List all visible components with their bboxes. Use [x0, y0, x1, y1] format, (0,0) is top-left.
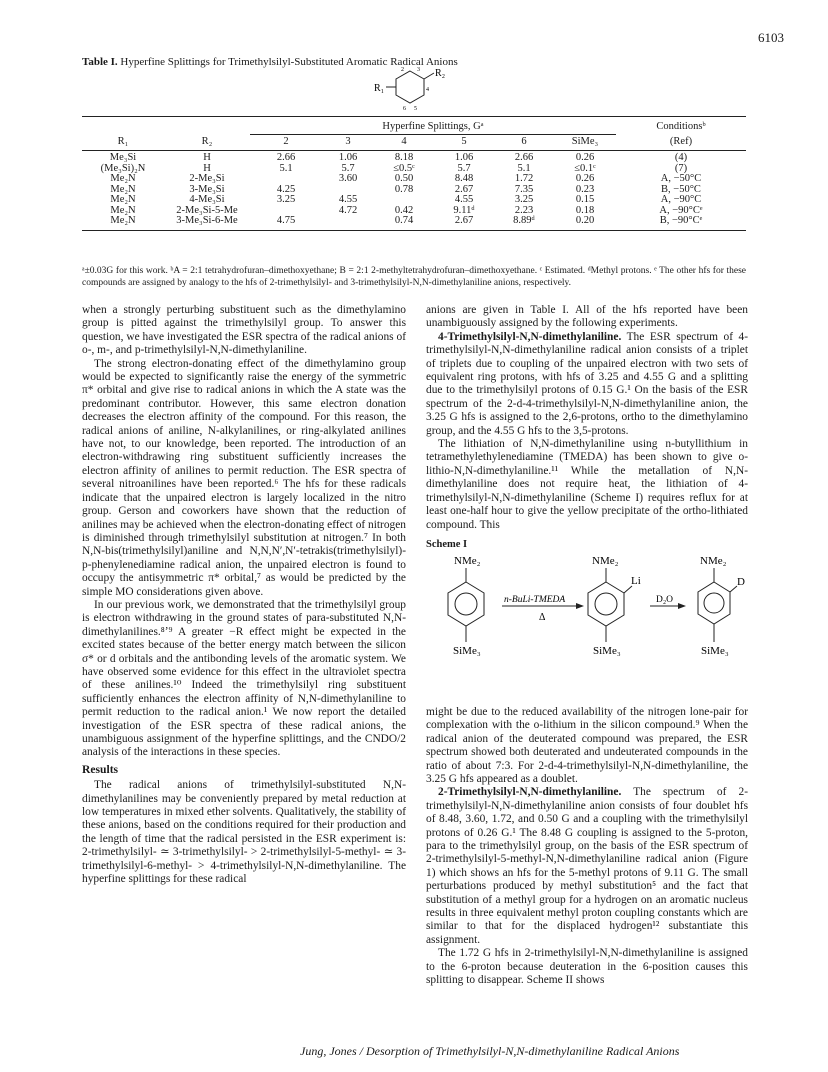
- bond: [730, 586, 737, 592]
- table-top-rule: [82, 116, 746, 117]
- scheme-1: [426, 538, 748, 706]
- nme2-label: NMe₂: [700, 554, 727, 567]
- table-row: Me₃Si H 2.66 1.06 8.18 1.06 2.66 0.26 (4): [109, 152, 688, 163]
- position-label: 2: [401, 67, 404, 73]
- column-header: SiMe₃: [571, 135, 599, 147]
- position-label: 4: [426, 87, 429, 93]
- scheme-diagram: [426, 552, 748, 702]
- column-header: 2: [283, 135, 289, 147]
- paragraph: 2-Trimethylsilyl-N,N-dimethylaniline. The spectrum of 2-trimethylsilyl-N,N-dimethylaniline anion consists of four doublet hfs of 8.48, 3.60, 1.72, and 0.50 G and a coupling with the trimethylsilyl protons of 0.26 G.¹ The 8.48 G coupling is assigned to the 5-proton, para to the trimethylsilyl group, on the basis of the ESR spectrum of 2-trimethylsilyl-5-methyl-N,N-dimethylaniline radical anion (Figure 1) which shows an hfs for the 5-methyl protons of 9.11 G. The small perturbations produced by methyl substitution⁵ and the fact that substitution of a methyl group for a hydrogen on an aromatic nucleus results in three equivalent methyl proton coupling constants which are similar to that for the displaced hydrogen¹² substantiate this assignment.: [426, 786, 748, 946]
- reagent-label: n-BuLi-TMEDA: [504, 594, 566, 605]
- table-header-row-1: [82, 120, 746, 134]
- aromatic-circle: [455, 593, 477, 615]
- paragraph: In our previous work, we demonstrated that the trimethylsilyl group is electron withdrawing in the ground states of para-substituted N,N-dimethylanilines.⁸ʼ⁹ A greater −R effect might be expected in the excited states because of the better energy match between the silicon σ* or d orbitals and the antibonding levels of the aromatic system. We have observed some evidence for this effect in the ultraviolet spectra of these anilines.¹⁰ Indeed the trimethylsilyl ring substituent sufficiently enhances the electron affinity of N,N-dimethylaniline to permit reduction to the radical anion.¹ We now report the detailed investigation of the ESR spectra of these radical anions, the unambiguous assignment of the hyperfine splittings, and the CNDO/2 analysis of the interactions in these species.: [82, 598, 406, 759]
- r2-bond: [424, 73, 434, 79]
- paragraph: The radical anions of trimethylsilyl-substituted N,N-dimethylanilines may be conveniently prepared by metal reduction at low temperatures in mixed ether solvents. Qualitatively, the stability of these anions, based on the conditions required for their production and the length of time that the radical persisted in the ESR experiment is: 2-trimethylsilyl- ≃ 3-trimethylsilyl- > 2-trimethylsilyl-5-methyl- ≃ 3-trimethylsilyl-6-methyl- > 4-trimethylsilyl-N,N-dimethylaniline. The hyperfine splittings for these radical: [82, 779, 406, 886]
- heat-symbol: Δ: [539, 611, 546, 623]
- paragraph: The strong electron-donating effect of the dimethylamino group would be expected to significantly raise the energy of the symmetric π* orbital and give rise to radical anions in which the A state was the predominant contributor. However, this same electron donation decreases the electron affinity of the compound. For this reason, the radical anions of aniline, N-alkylanilines, or ring-alkylated anilines have not, to our knowledge, been reported. The introduction of an electron-withdrawing ring substituent sufficiently increases the electron affinity of anilines to permit reduction. The ESR spectra of several nitroanilines have been reported.⁶ The hfs for these radicals indicate that the unpaired electron is largely localized in the nitro group. Gerson and coworkers have shown that the reduction of anilines may be achieved when the electron-donating effect of nitrogen is diminished through trimethylsilyl substitution at nitrogen.⁷ In both N,N-bis(trimethylsilyl)aniline and N,N,N′,N′-tetrakis(trimethylsilyl)-p-phenylenediamine radical anion, the unpaired electron is found to occupy the antisymmetric π* orbital,⁷ as would be predicted by the simple MO considerations given above.: [82, 357, 406, 598]
- column-header: 5: [461, 135, 467, 147]
- benzene-ring: [396, 71, 424, 103]
- benzene-ring: [698, 582, 730, 624]
- subheading-2-trimethylsilyl: 2-Trimethylsilyl-N,N-dimethylaniline.: [438, 786, 622, 799]
- hyperfine-table: [82, 120, 746, 231]
- nme2-label: NMe₂: [592, 554, 619, 567]
- conditions-header: Conditionsᵇ: [656, 120, 706, 132]
- left-column: [82, 304, 406, 886]
- right-column: [426, 304, 748, 987]
- table-row: (Me₃Si)₂N H 5.1 5.7 ≤0.5ᶜ 5.7 5.1 ≤0.1ᶜ (7): [100, 162, 688, 174]
- benzene-ring: [448, 582, 484, 626]
- running-foot: Jung, Jones / Desorption of Trimethylsilyl-N,N-dimethylaniline Radical Anions: [300, 1044, 680, 1058]
- column-header: 6: [521, 135, 527, 147]
- sime3-label: SiMe₃: [453, 644, 481, 657]
- page-number: 6103: [758, 30, 784, 45]
- paragraph: The lithiation of N,N-dimethylaniline using n-butyllithium in tetramethylethylenediamine (TMEDA) has been shown to give o-lithio-N,N-dimethylaniline.¹¹ While the metallation of N,N-dimethylaniline does not require heat, the lithiation of 4-trimethylsilyl-N,N-dimethylaniline (Scheme I) requires reflux for at least one-half hour to give the yellow precipitate of the ortho-lithiated compound. This: [426, 438, 748, 531]
- position-label: 6: [403, 106, 406, 112]
- hfs-group-header: Hyperfine Splittings, Gᵃ: [250, 120, 616, 134]
- nme2-label: NMe₂: [454, 554, 481, 567]
- r2-label: R₂: [435, 68, 446, 79]
- section-heading-results: Results: [82, 762, 119, 776]
- position-label: 3: [417, 67, 420, 73]
- position-label: 5: [414, 106, 417, 112]
- scheme-label: Scheme I: [426, 538, 468, 550]
- subheading-4-trimethylsilyl: 4-Trimethylsilyl-N,N-dimethylaniline.: [438, 330, 622, 343]
- ring-structure-diagram: [370, 64, 450, 112]
- column-header: R₂: [201, 135, 213, 147]
- r1-label: R₁: [374, 83, 385, 94]
- paragraph: 4-Trimethylsilyl-N,N-dimethylaniline. The ESR spectrum of 4-trimethylsilyl-N,N-dimethylaniline radical anion consists of a triplet of triplets due to coupling of the unpaired electron with two sets of equivalent ring protons, with hfs of 3.25 and 4.55 G and a splitting due to the trimethylsilyl protons of 0.15 G.¹ On the basis of the ESR spectrum of the 2-d-4-trimethylsilyl-N,N-dimethylaniline anion, the 3.25 G hfs is assigned to the 2,6-protons, ortho to the dimethylamino group, and the 4.55 G hfs to the 3,5-protons.: [426, 330, 748, 437]
- column-header: 3: [345, 135, 351, 147]
- reagent-label: D₂O: [656, 594, 674, 605]
- aromatic-circle: [595, 593, 617, 615]
- table-row: Me₂N 3-Me₃Si 4.25 0.78 2.67 7.35 0.23 B, −50°C: [110, 183, 701, 195]
- column-header: 4: [401, 135, 407, 147]
- table-row: Me₂N 4-Me₃Si 3.25 4.55 4.55 3.25 0.15 A, −90°C: [110, 194, 702, 205]
- table-label: Table I.: [82, 56, 118, 68]
- sime3-label: SiMe₃: [701, 644, 729, 657]
- table-row: Me₂N 2-Me₃Si-5-Me 4.72 0.42 9.11ᵈ 2.23 0.18 A, −90°Cᵉ: [110, 204, 703, 216]
- paragraph: The 1.72 G hfs in 2-trimethylsilyl-N,N-dimethylaniline is assigned to the 6-proton because deuteration in the 6-position causes this splitting to disappear. Scheme II shows: [426, 947, 748, 987]
- table-row: Me₂N 2-Me₃Si 3.60 0.50 8.48 1.72 0.26 A, −50°C: [110, 173, 702, 184]
- paragraph: might be due to the reduced availability of the nitrogen lone-pair for complexation with the o-lithium in the silicon compound.⁹ When the radical anion of the deuterated compound was prepared, the ESR spectrum showed both deuterated and undeuterated compounds in the ratio of about 7:3. For 2-d-4-trimethylsilyl-N,N-dimethylaniline, the 3.25 G hfs appeared as a doublet.: [426, 705, 748, 785]
- sime3-label: SiMe₃: [593, 644, 621, 657]
- arrow-head: [678, 603, 686, 609]
- table-row: Me₂N 3-Me₃Si-6-Me 4.75 0.74 2.67 8.89ᵈ 0.20 B, −90°Cᵉ: [110, 215, 703, 226]
- aromatic-circle: [704, 593, 724, 613]
- table-caption-text: Hyperfine Splittings for Trimethylsilyl-Substituted Aromatic Radical Anions: [120, 56, 458, 68]
- column-header: R₁: [117, 135, 129, 147]
- bond: [624, 586, 632, 593]
- conditions-sub-header: (Ref): [669, 135, 693, 147]
- d-label: D: [737, 575, 745, 588]
- li-label: Li: [631, 574, 641, 587]
- table-header-row-2: [82, 134, 746, 150]
- table-footnotes: ᵃ±0.03G for this work. ᵇA = 2:1 tetrahydrofuran–dimethoxyethane; B = 2:1 2-methyltetrahydrofuran–dimethoxyethane. ᶜ Estimated. ᵈMethyl protons. ᵉ The other hfs for these compounds are assigned by analogy to the hfs of 2-trimethylsilyl- and 3-trimethylsilyl-N,N-dimethylaniline anions, respectively.: [82, 266, 746, 288]
- paragraph: when a strongly perturbing substituent such as the dimethylamino group is pitted against the trimethylsilyl group. To answer this question, we have investigated the ESR spectra of the radical anions of o-, m-, and p-trimethylsilyl-N,N-dimethylaniline.: [82, 304, 406, 357]
- benzene-ring: [588, 582, 624, 626]
- arrow-head: [576, 603, 584, 609]
- paragraph: anions are given in Table I. All of the hfs reported have been unambiguously assigned by the following experiments.: [426, 304, 748, 330]
